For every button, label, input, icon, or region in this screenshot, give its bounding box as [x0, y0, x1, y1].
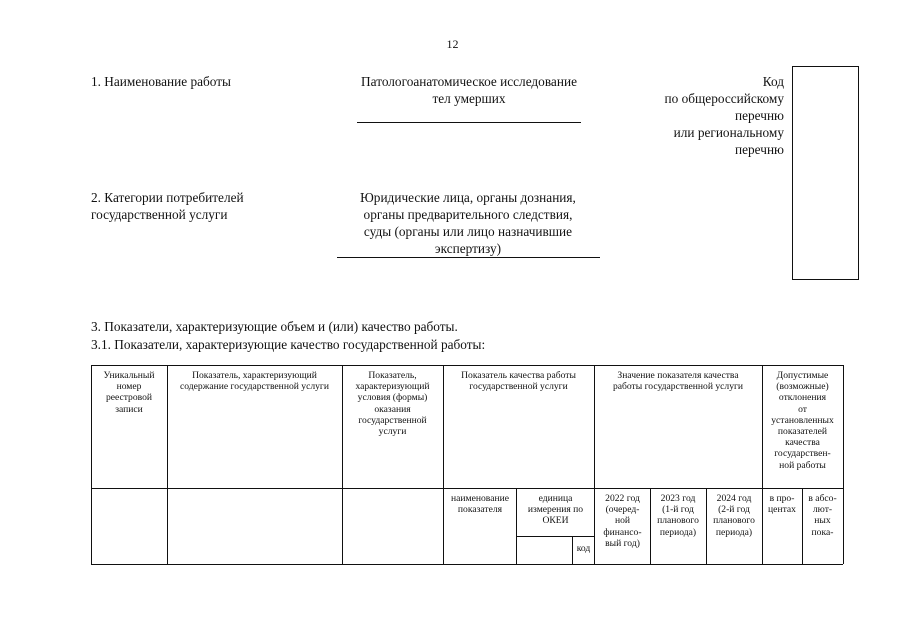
header-line: Значение показателя качества [617, 370, 739, 381]
header-content-indicator [169, 370, 340, 392]
unit-inner-separator [516, 536, 594, 537]
table-top-border [91, 365, 843, 366]
table-col-sep [762, 365, 763, 564]
header-line: Показатель, характеризующий [192, 370, 317, 381]
subheader-line: планового [713, 515, 755, 527]
header-line: Показатель качества работы [461, 370, 576, 381]
header-line: характеризующий [355, 381, 430, 393]
subheader-line: единица [538, 493, 573, 504]
registry-code-label [600, 73, 784, 158]
table-col-sep [167, 365, 168, 564]
subheader-line: 2024 год [716, 493, 752, 504]
subheader-code: код [576, 543, 591, 554]
consumer-category-value-line: органы предварительного следствия, [363, 207, 573, 222]
header-line: условия (формы) [357, 392, 428, 404]
header-quality-value [596, 370, 760, 392]
subheader-line: ной [614, 515, 631, 527]
header-line: показателей [777, 426, 828, 438]
subheader-line: ОКЕИ [542, 515, 569, 527]
work-name-value-line: Патологоанатомическое исследование [361, 74, 577, 89]
header-line: записи [115, 403, 143, 415]
subheader-line: (2-й год [718, 504, 750, 516]
subheader-year-2022 [596, 493, 649, 549]
header-conditions-indicator [344, 370, 441, 437]
work-name-label: 1. Наименование работы [91, 74, 231, 89]
subheader-line: 2023 год [660, 493, 696, 504]
table-header-separator [91, 488, 843, 489]
subheader-year-2024 [707, 493, 761, 538]
header-line: государственной [358, 414, 427, 426]
header-line: Показатель, [368, 370, 417, 381]
consumer-category-label-line: 2. Категории потребителей [91, 190, 244, 205]
header-line: ной работы [779, 459, 826, 471]
subheader-line: наименование [451, 493, 509, 504]
consumer-category-value [336, 189, 600, 257]
subheader-line: в про- [769, 493, 795, 504]
table-col-sep [342, 365, 343, 564]
table-bottom-border [91, 564, 843, 565]
work-name-underline [357, 122, 581, 123]
subheader-line: показателя [457, 504, 503, 516]
consumer-category-underline [337, 257, 600, 258]
subheader-line: в абсо- [808, 493, 837, 504]
header-line: услуги [378, 426, 407, 438]
table-sub-sep [516, 488, 517, 564]
header-line: Уникальный [103, 370, 155, 381]
header-line: государствен- [774, 448, 831, 460]
code-label-line: перечню [735, 142, 784, 157]
header-quality-indicator [445, 370, 592, 392]
table-right-border [843, 365, 844, 564]
registry-code-box [792, 66, 859, 280]
header-line: оказания [374, 403, 411, 415]
header-line: установленных [771, 414, 834, 426]
table-col-sep [443, 365, 444, 564]
code-label-line: или региональному [673, 125, 784, 140]
subheader-year-2023 [651, 493, 705, 538]
header-line: работы государственной услуги [612, 381, 744, 393]
subheader-line: вый год) [605, 537, 640, 549]
header-line: качества [785, 437, 820, 449]
subheader-line: периода) [715, 526, 753, 538]
consumer-category-value-line: экспертизу) [434, 241, 502, 256]
subheader-line: (1-й год [662, 504, 694, 516]
page-number: 12 [446, 37, 459, 51]
table-left-border [91, 365, 92, 564]
subheader-line: планового [657, 515, 699, 527]
code-label-line: по общероссийскому [664, 91, 784, 106]
subheader-line: лют- [812, 504, 833, 516]
subheader-line: (очеред- [605, 504, 640, 516]
subheader-absolute [803, 493, 842, 538]
work-name-value-line: тел умерших [432, 91, 506, 106]
header-allowed-deviation [764, 370, 841, 471]
header-line: отклонения [778, 392, 827, 404]
subheader-line: 2022 год [605, 493, 640, 504]
consumer-category-label [91, 189, 244, 223]
code-label-line: Код [762, 74, 784, 89]
header-line: реестровой [105, 392, 153, 404]
consumer-category-label-line: государственной услуги [91, 207, 228, 222]
header-line: Допустимые [776, 370, 829, 381]
header-line: государственной услуги [469, 381, 568, 393]
consumer-category-value-line: суды (органы или лицо назначившие [363, 224, 573, 239]
header-registry-number [93, 370, 165, 415]
section31-heading: 3.1. Показатели, характеризующие качество государственной работы: [91, 337, 486, 352]
subheader-line: ных [814, 515, 831, 527]
header-line: (возможные) [776, 381, 829, 393]
section3-heading: 3. Показатели, характеризующие объем и (или) качество работы. [91, 319, 458, 334]
subheader-line: финансо- [603, 526, 642, 538]
subheader-line: измерения по [527, 504, 584, 516]
subheader-line: пока- [811, 526, 834, 538]
subheader-indicator-name [445, 493, 515, 515]
header-line: содержание государственной услуги [179, 381, 329, 393]
table-col-sep [594, 365, 595, 564]
consumer-category-value-line: Юридические лица, органы дознания, [360, 190, 576, 205]
subheader-unit [518, 493, 593, 527]
code-label-line: перечню [735, 108, 784, 123]
header-line: номер [116, 381, 142, 393]
subheader-percent [763, 493, 801, 515]
subheader-line: центах [768, 504, 796, 516]
header-line: от [798, 403, 807, 415]
subheader-line: периода) [659, 526, 697, 538]
work-name-value [336, 73, 602, 107]
